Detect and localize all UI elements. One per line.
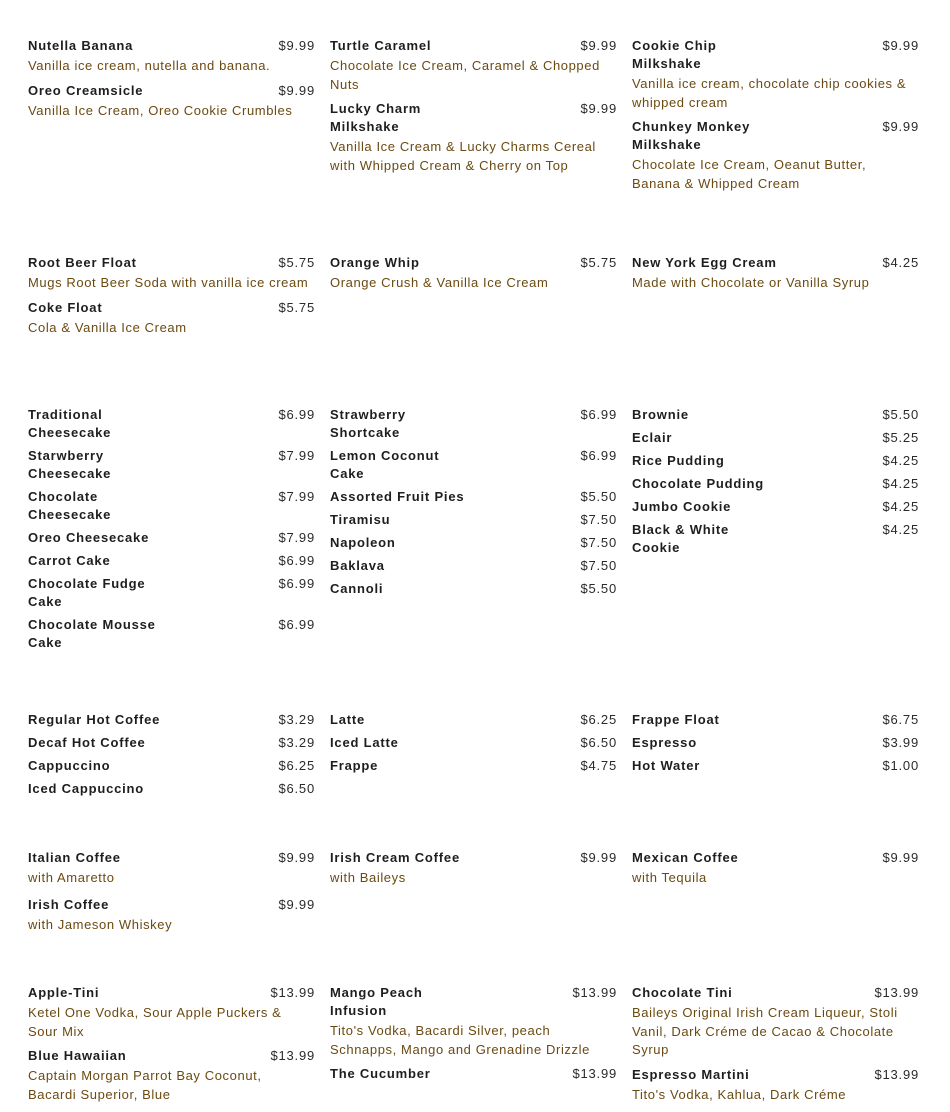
item-price: $5.75 xyxy=(278,255,315,270)
item-price: $9.99 xyxy=(278,82,315,98)
item-price: $5.50 xyxy=(882,407,919,422)
item-description: Cola & Vanilla Ice Cream xyxy=(28,319,187,335)
item-price: $6.25 xyxy=(278,758,315,773)
item-description: Vanilla Ice Cream & Lucky Charms Cereal with Whipped Cream & Cherry on Top xyxy=(330,139,596,173)
menu-item xyxy=(28,780,315,798)
item-description: with Tequila xyxy=(632,870,707,885)
menu-section-martinis xyxy=(28,984,919,1110)
menu-section-floats xyxy=(28,254,919,343)
item-description: with Jameson Whiskey xyxy=(28,916,173,932)
item-price: $7.99 xyxy=(278,489,315,504)
item-name: Oreo Creamsicle xyxy=(28,82,144,98)
menu-item xyxy=(330,534,617,552)
item-price: $6.99 xyxy=(278,553,315,568)
menu-section-milkshakes xyxy=(28,37,919,199)
menu-column xyxy=(632,37,919,199)
menu-column xyxy=(28,984,315,1110)
item-price: $6.75 xyxy=(882,712,919,727)
item-name: Espresso Martini xyxy=(632,1066,750,1082)
menu-item xyxy=(28,575,315,611)
menu-column xyxy=(28,254,315,343)
menu-item xyxy=(330,711,617,729)
menu-item xyxy=(632,1066,919,1105)
item-price: $9.99 xyxy=(580,101,617,116)
menu-item xyxy=(330,984,617,1059)
item-price: $13.99 xyxy=(572,1066,617,1081)
item-description: Vanilla ice cream, nutella and banana. xyxy=(28,58,271,73)
item-price: $4.25 xyxy=(882,255,919,270)
menu-column xyxy=(632,849,919,940)
menu-item xyxy=(632,254,919,293)
menu-item xyxy=(28,984,315,1041)
item-price: $4.25 xyxy=(882,476,919,491)
menu-item xyxy=(632,984,919,1060)
item-price: $13.99 xyxy=(270,1048,315,1063)
menu-item xyxy=(330,488,617,506)
item-name: Starwberry Cheesecake xyxy=(28,448,112,481)
menu-item xyxy=(632,452,919,470)
item-price: $9.99 xyxy=(882,119,919,134)
menu-item xyxy=(330,447,617,483)
item-name: Nutella Banana xyxy=(28,38,134,53)
menu-item xyxy=(330,1065,617,1083)
item-name: The Cucumber xyxy=(330,1066,431,1081)
item-name: Chocolate Pudding xyxy=(632,476,765,491)
menu-item xyxy=(632,498,919,516)
item-name: Frappe Float xyxy=(632,712,720,727)
item-name: Oreo Cheesecake xyxy=(28,530,150,545)
item-name: Brownie xyxy=(632,407,689,422)
item-price: $5.50 xyxy=(580,489,617,504)
item-name: Black & White Cookie xyxy=(632,522,730,555)
menu-item xyxy=(632,734,919,752)
menu-item xyxy=(28,82,315,121)
item-price: $3.29 xyxy=(278,712,315,727)
item-name: Jumbo Cookie xyxy=(632,499,732,514)
item-description: Captain Morgan Parrot Bay Coconut, Bacardi Superior, Blue xyxy=(28,1068,262,1102)
menu-column xyxy=(28,711,315,803)
menu-column xyxy=(632,711,919,803)
item-name: Chunkey Monkey Milkshake xyxy=(632,119,751,152)
item-name: Rice Pudding xyxy=(632,453,725,468)
item-description: Made with Chocolate or Vanilla Syrup xyxy=(632,275,870,290)
menu-item xyxy=(330,580,617,598)
item-price: $9.99 xyxy=(882,38,919,53)
menu-item xyxy=(28,529,315,547)
item-price: $5.25 xyxy=(882,430,919,445)
item-price: $3.29 xyxy=(278,735,315,750)
item-name: Chocolate Mousse Cake xyxy=(28,617,156,650)
item-price: $6.99 xyxy=(278,617,315,632)
item-name: Cappuccino xyxy=(28,758,111,773)
menu-item xyxy=(632,406,919,424)
item-name: Chocolate Fudge Cake xyxy=(28,576,146,609)
item-name: Blue Hawaiian xyxy=(28,1048,127,1063)
item-price: $9.99 xyxy=(882,850,919,865)
item-price: $4.25 xyxy=(882,453,919,468)
item-name: Mango Peach Infusion xyxy=(330,985,423,1018)
item-name: Carrot Cake xyxy=(28,553,111,568)
menu-column xyxy=(330,37,617,199)
menu-column xyxy=(330,711,617,803)
item-description: Chocolate Ice Cream, Caramel & Chopped Nuts xyxy=(330,58,600,92)
menu-item xyxy=(330,406,617,442)
menu-item xyxy=(632,521,919,557)
menu-item xyxy=(28,254,315,293)
menu-item xyxy=(632,849,919,888)
item-price: $13.99 xyxy=(874,985,919,1000)
item-description: Tito's Vodka, Bacardi Silver, peach Schnapps, Mango and Grenadine Drizzle xyxy=(330,1023,590,1057)
menu-item xyxy=(28,552,315,570)
menu-item xyxy=(632,37,919,112)
menu-column xyxy=(330,849,617,940)
menu-item xyxy=(632,429,919,447)
item-price: $6.99 xyxy=(580,448,617,463)
item-name: Lemon Coconut Cake xyxy=(330,448,440,481)
item-name: Hot Water xyxy=(632,758,701,773)
menu-item xyxy=(28,1047,315,1104)
menu-column xyxy=(28,406,315,657)
item-price: $13.99 xyxy=(270,985,315,1000)
menu-item xyxy=(330,557,617,575)
item-name: Irish Coffee xyxy=(28,896,110,912)
item-name: Irish Cream Coffee xyxy=(330,850,460,865)
menu-item xyxy=(632,118,919,193)
menu-column xyxy=(28,37,315,199)
item-name: Cookie Chip Milkshake xyxy=(632,38,717,71)
item-name: Strawberry Shortcake xyxy=(330,407,406,440)
item-description: Chocolate Ice Cream, Oeanut Butter, Banana & Whipped Cream xyxy=(632,157,867,191)
menu-item xyxy=(28,757,315,775)
menu-section-spiked-coffee xyxy=(28,849,919,940)
item-name: Regular Hot Coffee xyxy=(28,712,161,727)
menu-item xyxy=(28,447,315,483)
item-name: Assorted Fruit Pies xyxy=(330,489,465,504)
menu-item xyxy=(28,849,315,888)
menu-item xyxy=(28,37,315,76)
item-name: Baklava xyxy=(330,558,385,573)
item-name: Napoleon xyxy=(330,535,396,550)
item-price: $7.99 xyxy=(278,448,315,463)
item-name: Traditional Cheesecake xyxy=(28,407,112,440)
item-price: $9.99 xyxy=(278,896,315,912)
item-name: Frappe xyxy=(330,758,379,773)
item-name: Chocolate Cheesecake xyxy=(28,489,112,522)
item-price: $4.25 xyxy=(882,522,919,537)
menu-item xyxy=(28,896,315,935)
menu-column xyxy=(330,984,617,1110)
item-name: New York Egg Cream xyxy=(632,255,777,270)
menu-column xyxy=(632,254,919,343)
item-name: Mexican Coffee xyxy=(632,850,739,865)
item-price: $9.99 xyxy=(278,38,315,53)
item-price: $6.99 xyxy=(580,407,617,422)
menu-item xyxy=(330,100,617,175)
menu-item xyxy=(330,254,617,293)
item-price: $6.50 xyxy=(278,781,315,796)
item-description: Tito's Vodka, Kahlua, Dark Créme xyxy=(632,1086,847,1102)
item-description: Vanilla ice cream, chocolate chip cookies & whipped cream xyxy=(632,76,907,110)
menu-item xyxy=(330,849,617,888)
item-name: Latte xyxy=(330,712,366,727)
menu-column xyxy=(330,254,617,343)
item-price: $6.50 xyxy=(580,735,617,750)
item-name: Tiramisu xyxy=(330,512,391,527)
item-name: Chocolate Tini xyxy=(632,985,733,1000)
item-description: Baileys Original Irish Cream Liqueur, Stoli Vanil, Dark Créme de Cacao & Chocolate Syrup xyxy=(632,1005,898,1057)
item-name: Lucky Charm Milkshake xyxy=(330,101,422,134)
item-name: Turtle Caramel xyxy=(330,38,432,53)
item-price: $13.99 xyxy=(874,1066,919,1082)
item-price: $7.50 xyxy=(580,558,617,573)
menu-column xyxy=(632,984,919,1110)
menu-item xyxy=(28,299,315,338)
item-price: $1.00 xyxy=(882,758,919,773)
item-price: $4.25 xyxy=(882,499,919,514)
item-price: $7.50 xyxy=(580,535,617,550)
menu-item xyxy=(28,616,315,652)
menu-column xyxy=(28,849,315,940)
item-price: $9.99 xyxy=(580,850,617,865)
item-price: $6.99 xyxy=(278,576,315,591)
menu-item xyxy=(330,734,617,752)
item-price: $9.99 xyxy=(580,38,617,53)
item-name: Iced Latte xyxy=(330,735,399,750)
item-description: with Baileys xyxy=(330,870,406,885)
menu-item xyxy=(28,488,315,524)
menu-column xyxy=(632,406,919,657)
item-price: $6.25 xyxy=(580,712,617,727)
item-price: $4.75 xyxy=(580,758,617,773)
menu-section-coffee xyxy=(28,711,919,803)
menu-item xyxy=(330,757,617,775)
item-name: Iced Cappuccino xyxy=(28,781,145,796)
item-name: Root Beer Float xyxy=(28,255,137,270)
item-name: Eclair xyxy=(632,430,673,445)
item-name: Espresso xyxy=(632,735,697,750)
menu-item xyxy=(28,711,315,729)
item-price: $7.50 xyxy=(580,512,617,527)
item-description: Mugs Root Beer Soda with vanilla ice cream xyxy=(28,275,309,290)
menu-item xyxy=(28,406,315,442)
menu-item xyxy=(632,757,919,775)
item-price: $5.75 xyxy=(580,255,617,270)
item-description: Vanilla Ice Cream, Oreo Cookie Crumbles xyxy=(28,102,293,118)
item-price: $13.99 xyxy=(572,985,617,1000)
item-description: with Amaretto xyxy=(28,870,115,885)
item-price: $3.99 xyxy=(882,735,919,750)
item-description: Orange Crush & Vanilla Ice Cream xyxy=(330,275,549,290)
menu-item xyxy=(330,511,617,529)
menu-item xyxy=(330,37,617,94)
menu-section-desserts xyxy=(28,406,919,657)
menu-item xyxy=(632,711,919,729)
item-price: $5.75 xyxy=(278,299,315,315)
menu-item xyxy=(28,734,315,752)
item-name: Coke Float xyxy=(28,299,103,315)
item-price: $7.99 xyxy=(278,530,315,545)
item-price: $6.99 xyxy=(278,407,315,422)
menu-item xyxy=(632,475,919,493)
item-name: Orange Whip xyxy=(330,255,420,270)
item-price: $9.99 xyxy=(278,850,315,865)
menu-column xyxy=(330,406,617,657)
item-name: Italian Coffee xyxy=(28,850,121,865)
item-name: Apple-Tini xyxy=(28,985,100,1000)
item-price: $5.50 xyxy=(580,581,617,596)
item-description: Ketel One Vodka, Sour Apple Puckers & Sour Mix xyxy=(28,1005,282,1039)
item-name: Decaf Hot Coffee xyxy=(28,735,146,750)
item-name: Cannoli xyxy=(330,581,384,596)
